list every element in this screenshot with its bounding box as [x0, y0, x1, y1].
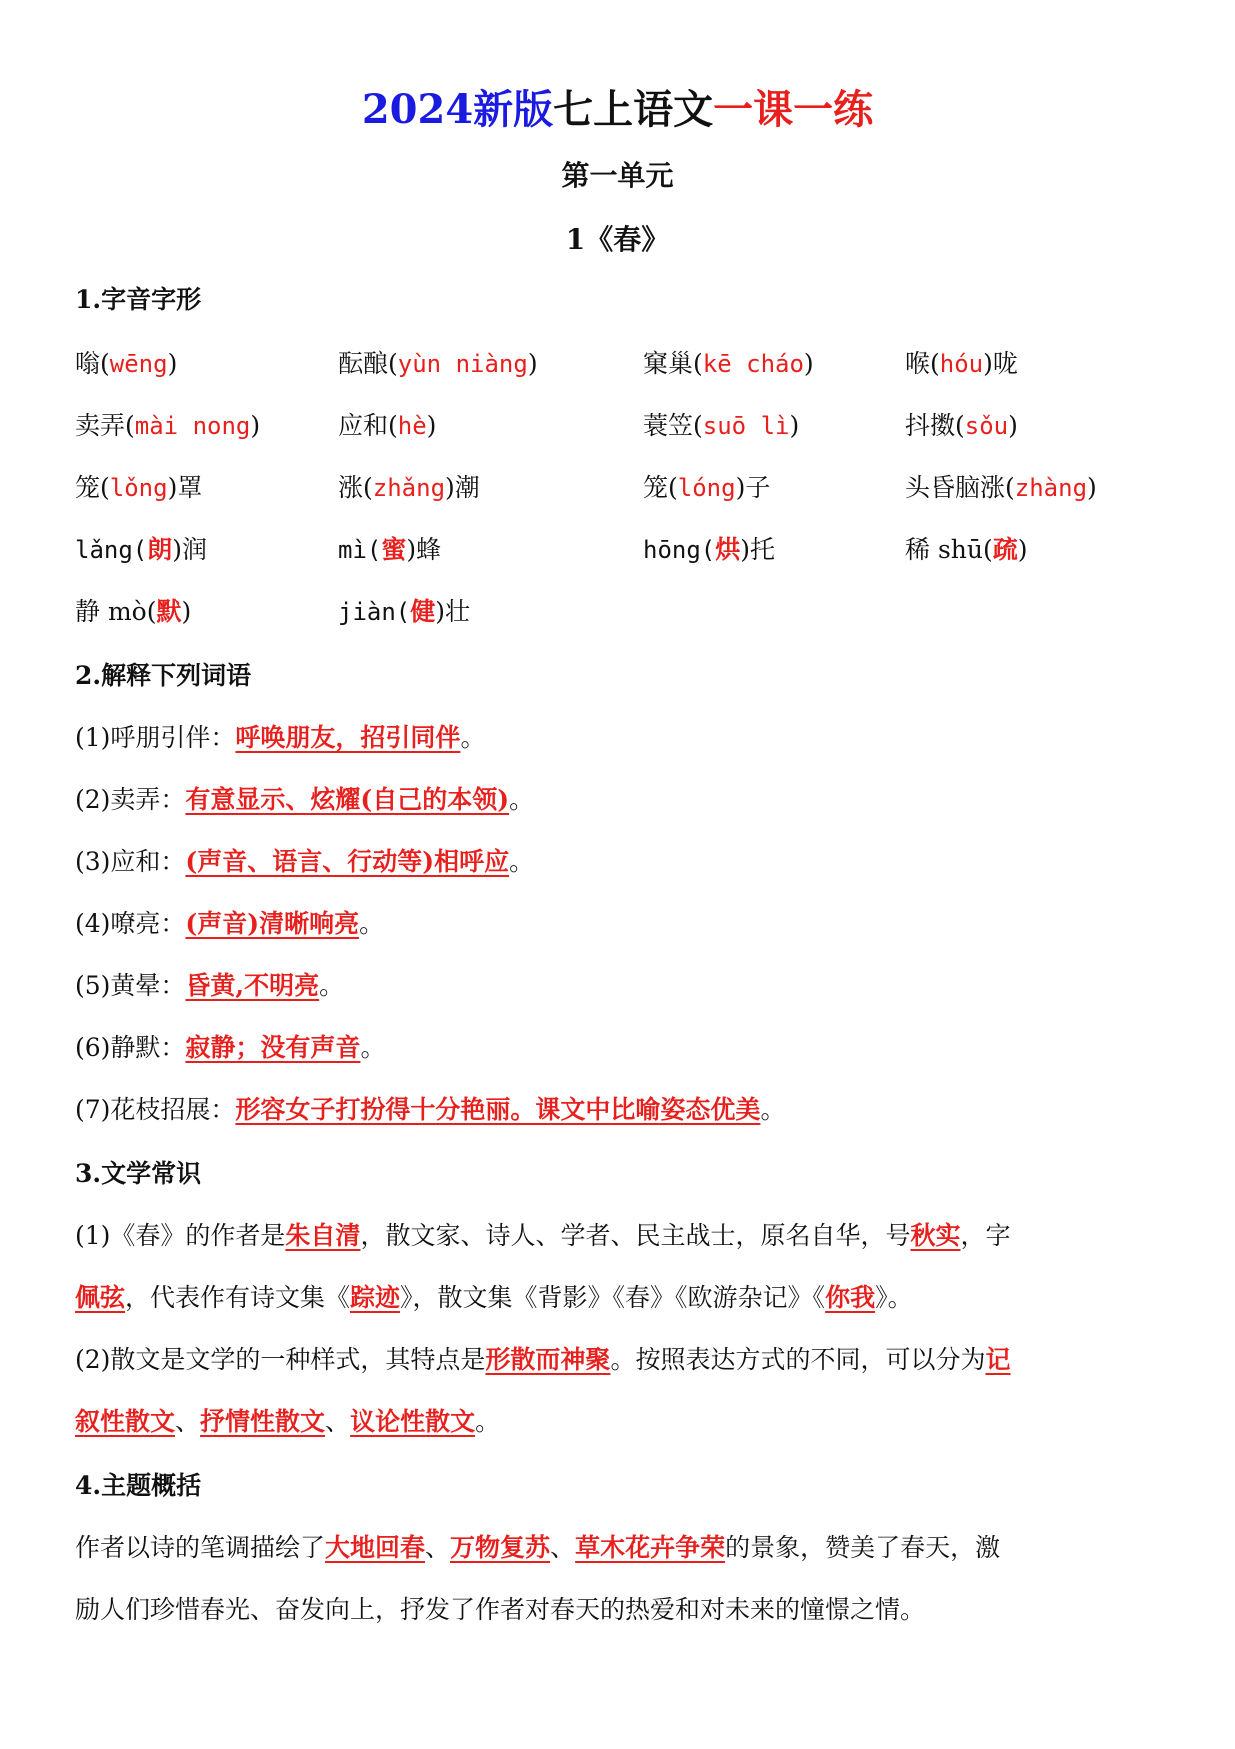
- definition-item: (5)黄晕：昏黄,不明亮。: [75, 971, 345, 1000]
- definition-item: (3)应和：(声音、语言、行动等)相呼应。: [75, 847, 535, 876]
- theme-summary-line-2: 励人们珍惜春光、奋发向上，抒发了作者对春天的热爱和对未来的憧憬之情。: [75, 1595, 926, 1624]
- pinyin-item: 卖弄(mài nong): [75, 411, 261, 440]
- hanzi-item: 稀 shū(疏): [905, 535, 1028, 564]
- lesson-heading: 1《春》: [565, 223, 670, 256]
- hanzi-item: hōng(烘)托: [643, 535, 776, 564]
- theme-summary-line-1: 作者以诗的笔调描绘了大地回春、万物复苏、草木花卉争荣的景象，赞美了春天，激: [75, 1533, 1001, 1562]
- page-title: [0, 82, 1235, 138]
- hanzi-item: 静 mò(默): [75, 597, 192, 626]
- pinyin-item: 笼(lǒng)罩: [75, 473, 203, 502]
- definition-item: (6)静默：寂静；没有声音。: [75, 1033, 386, 1062]
- hanzi-item: mì(蜜)蜂: [338, 535, 442, 564]
- pinyin-item: 笼(lóng)子: [643, 473, 771, 502]
- section-1-heading: 1.字音字形: [75, 285, 202, 314]
- pinyin-item: 喉(hóu)咙: [905, 349, 1018, 378]
- pinyin-item: 应和(hè): [338, 411, 437, 440]
- definition-item: (2)卖弄：有意显示、炫耀(自己的本领)。: [75, 785, 535, 814]
- section-4-heading: 4.主题概括: [75, 1471, 202, 1500]
- title-year: 2024: [361, 86, 474, 133]
- definition-item: (4)嘹亮：(声音)清晰响亮。: [75, 909, 385, 938]
- pinyin-item: 蓑笠(suō lì): [643, 411, 800, 440]
- literature-paragraph-1-line-1: (1)《春》的作者是朱自清，散文家、诗人、学者、民主战士，原名自华，号秋实，字: [75, 1221, 1011, 1250]
- pinyin-item: 涨(zhǎng)潮: [338, 473, 480, 502]
- pinyin-item: 窠巢(kē cháo): [643, 349, 814, 378]
- pinyin-item: 头昏脑涨(zhàng): [905, 473, 1097, 502]
- title-grade: 七上语文: [553, 86, 714, 133]
- pinyin-item: 酝酿(yùn niàng): [338, 349, 538, 378]
- hanzi-item: lǎng(朗)润: [75, 535, 208, 564]
- title-edition: 新版: [473, 86, 554, 133]
- unit-heading: 第一单元: [561, 159, 674, 192]
- section-2-heading: 2.解释下列词语: [75, 661, 252, 690]
- section-3-heading: 3.文学常识: [75, 1159, 202, 1188]
- hanzi-item: jiàn(健)壮: [338, 597, 471, 626]
- definition-item: (1)呼朋引伴：呼唤朋友，招引同伴。: [75, 723, 486, 752]
- definition-item: (7)花枝招展：形容女子打扮得十分艳丽。课文中比喻姿态优美。: [75, 1095, 786, 1124]
- literature-paragraph-2-line-2: 叙性散文、抒情性散文、议论性散文。: [75, 1407, 501, 1436]
- literature-paragraph-2-line-1: (2)散文是文学的一种样式，其特点是形散而神聚。按照表达方式的不同，可以分为记: [75, 1345, 1011, 1374]
- pinyin-item: 嗡(wēng): [75, 349, 178, 378]
- literature-paragraph-1-line-2: 佩弦，代表作有诗文集《踪迹》，散文集《背影》《春》《欧游杂记》《你我》。: [75, 1283, 913, 1312]
- title-series: 一课一练: [713, 86, 874, 133]
- pinyin-item: 抖擞(sǒu): [905, 411, 1018, 440]
